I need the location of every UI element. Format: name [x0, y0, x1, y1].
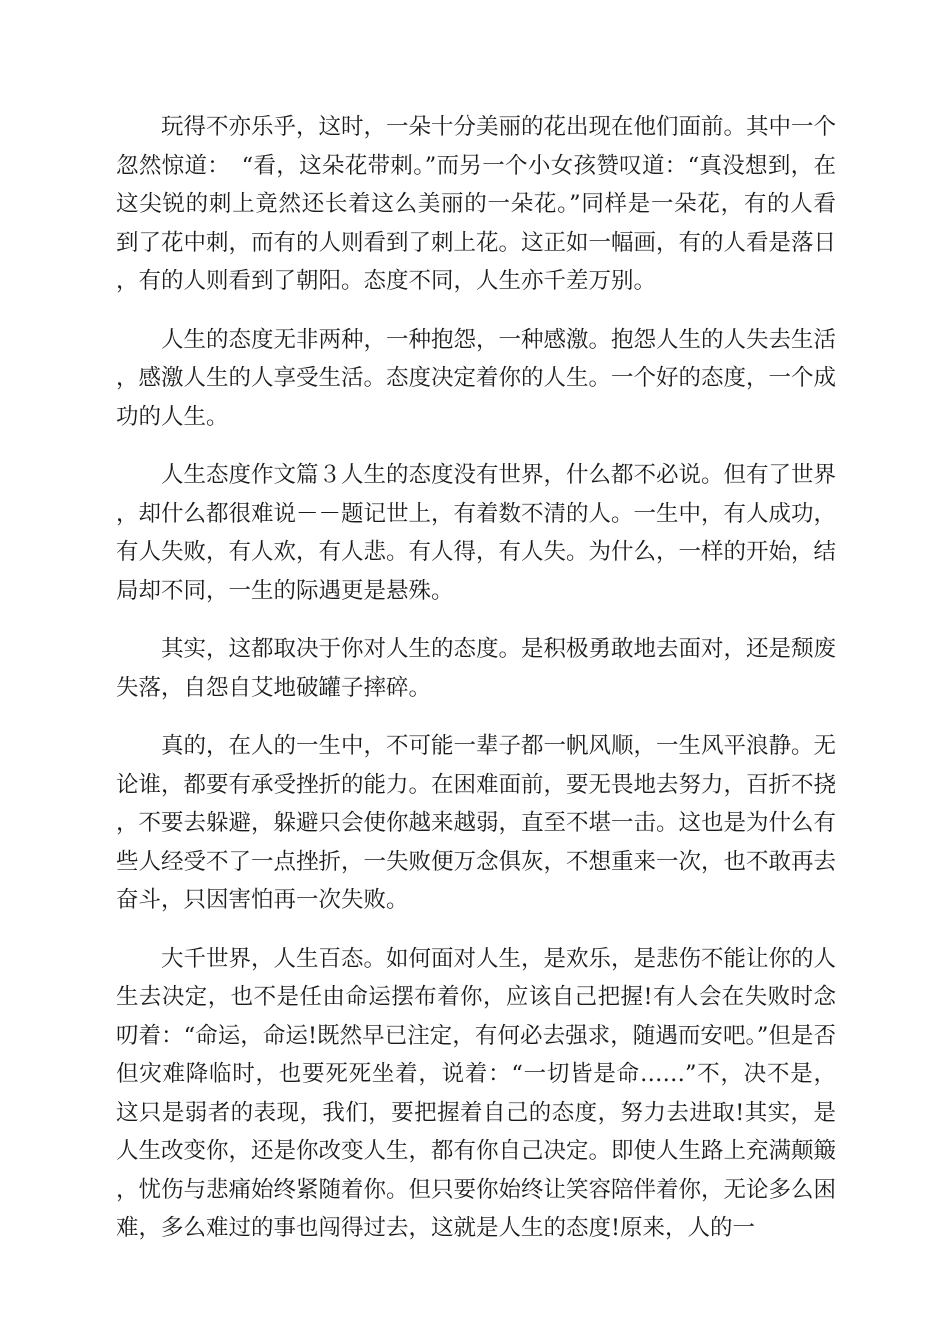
paragraph-2: 人生的态度无非两种，一种抱怨，一种感激。抱怨人生的人失去生活，感激人生的人享受生活。态度决定着你的人生。一个好的态度，一个成功的人生。 — [116, 326, 837, 430]
paragraph-3: 人生态度作文篇３人生的态度没有世界，什么都不必说。但有了世界，却什么都很难说－－题记世上，有着数不清的人。一生中，有人成功，有人失败，有人欢，有人悲。有人得，有人失。为什么，一样的开始，结局却不同，一生的际遇更是悬殊。 — [116, 462, 837, 604]
paragraph-5: 真的，在人的一生中，不可能一辈子都一帆风顺，一生风平浪静。无论谁，都要有承受挫折的能力。在困难面前，要无畏地去努力，百折不挠，不要去躲避，躲避只会使你越来越弱，直至不堪一击。这也是为什么有些人经受不了一点挫折，一失败便万念俱灰，不想重来一次，也不敢再去奋斗，只因害怕再一次失败。 — [116, 733, 837, 913]
document-body — [116, 108, 836, 1248]
paragraph-6: 大千世界，人生百态。如何面对人生，是欢乐，是悲伤不能让你的人生去决定，也不是任由命运摆布着你，应该自己把握!有人会在失败时念叨着：“命运，命运!既然早已注定，有何必去强求，随遇而安吧。”但是否但灾难降临时，也要死死坐着，说着：“一切皆是命……”不，决不是，这只是弱者的表现，我们，要把握着自己的态度，努力去进取!其实，是人生改变你，还是你改变人生，都有你自己决定。即使人生路上充满颠簸，忧伤与悲痛始终紧随着你。但只要你始终让笑容陪伴着你，无论多么困难，多么难过的事也闯得过去，这就是人生的态度!原来，人的一 — [116, 945, 837, 1241]
paragraph-4: 其实，这都取决于你对人生的态度。是积极勇敢地去面对，还是颓废失落，自怨自艾地破罐子摔碎。 — [116, 636, 837, 701]
paragraph-1: 玩得不亦乐乎，这时，一朵十分美丽的花出现在他们面前。其中一个忽然惊道： “看，这朵花带刺。”而另一个小女孩赞叹道：“真没想到，在这尖锐的刺上竟然还长着这么美丽的一朵花。”同样是一朵花，有的人看到了花中刺，而有的人则看到了刺上花。这正如一幅画，有的人看是落日，有的人则看到了朝阳。态度不同，人生亦千差万别。 — [116, 114, 837, 294]
